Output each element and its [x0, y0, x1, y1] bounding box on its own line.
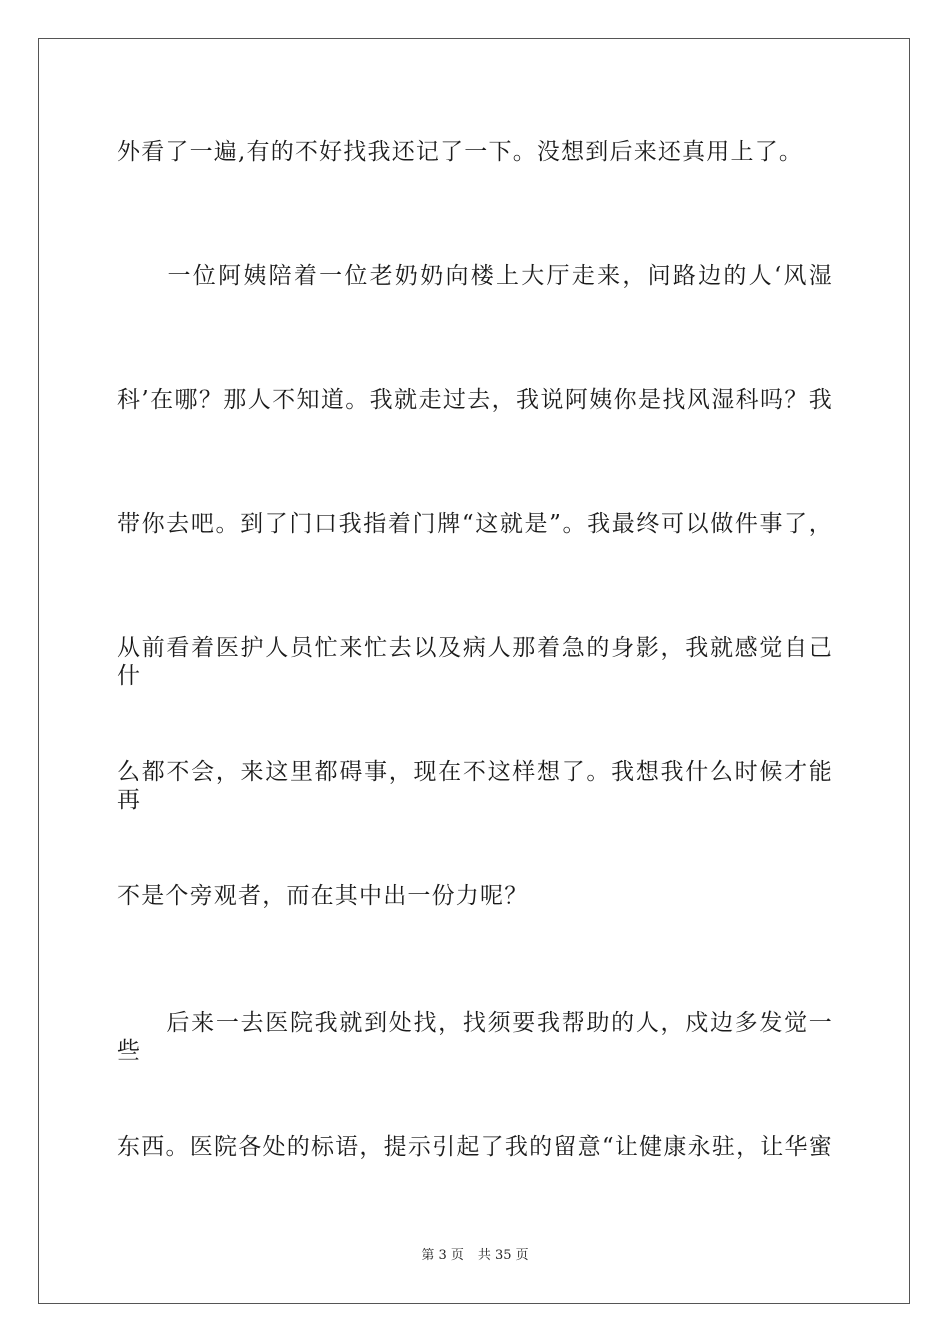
text-line: 不是个旁观者，而在其中出一份力呢？ [117, 883, 529, 909]
text-line: 么都不会，来这里都碍事，现在不这样想了。我想我什么时候才能再 [117, 759, 833, 813]
text-line: 带你去吧。到了门口我指着门牌“这就是”。我最终可以做件事了， [117, 511, 833, 537]
text-line: 后来一去医院我就到处找，找须要我帮助的人，戍边多发觉一些 [117, 1010, 833, 1064]
page-number: 第 3 页 [421, 1248, 464, 1263]
total-pages: 共 35 页 [477, 1248, 529, 1263]
text-line: 一位阿姨陪着一位老奶奶向楼上大厅走来，问路边的人‘风湿 [117, 263, 833, 289]
text-line: 外看了一遍,有的不好找我还记了一下。没想到后来还真用上了。 [117, 139, 804, 165]
text-line: 从前看着医护人员忙来忙去以及病人那着急的身影，我就感觉自己什 [117, 635, 833, 689]
text-line: 东西。医院各处的标语，提示引起了我的留意“让健康永驻，让华蜜 [117, 1134, 833, 1160]
text-line: 科’在哪？那人不知道。我就走过去，我说阿姨你是找风湿科吗？我 [117, 387, 833, 413]
page-footer [0, 1247, 950, 1265]
